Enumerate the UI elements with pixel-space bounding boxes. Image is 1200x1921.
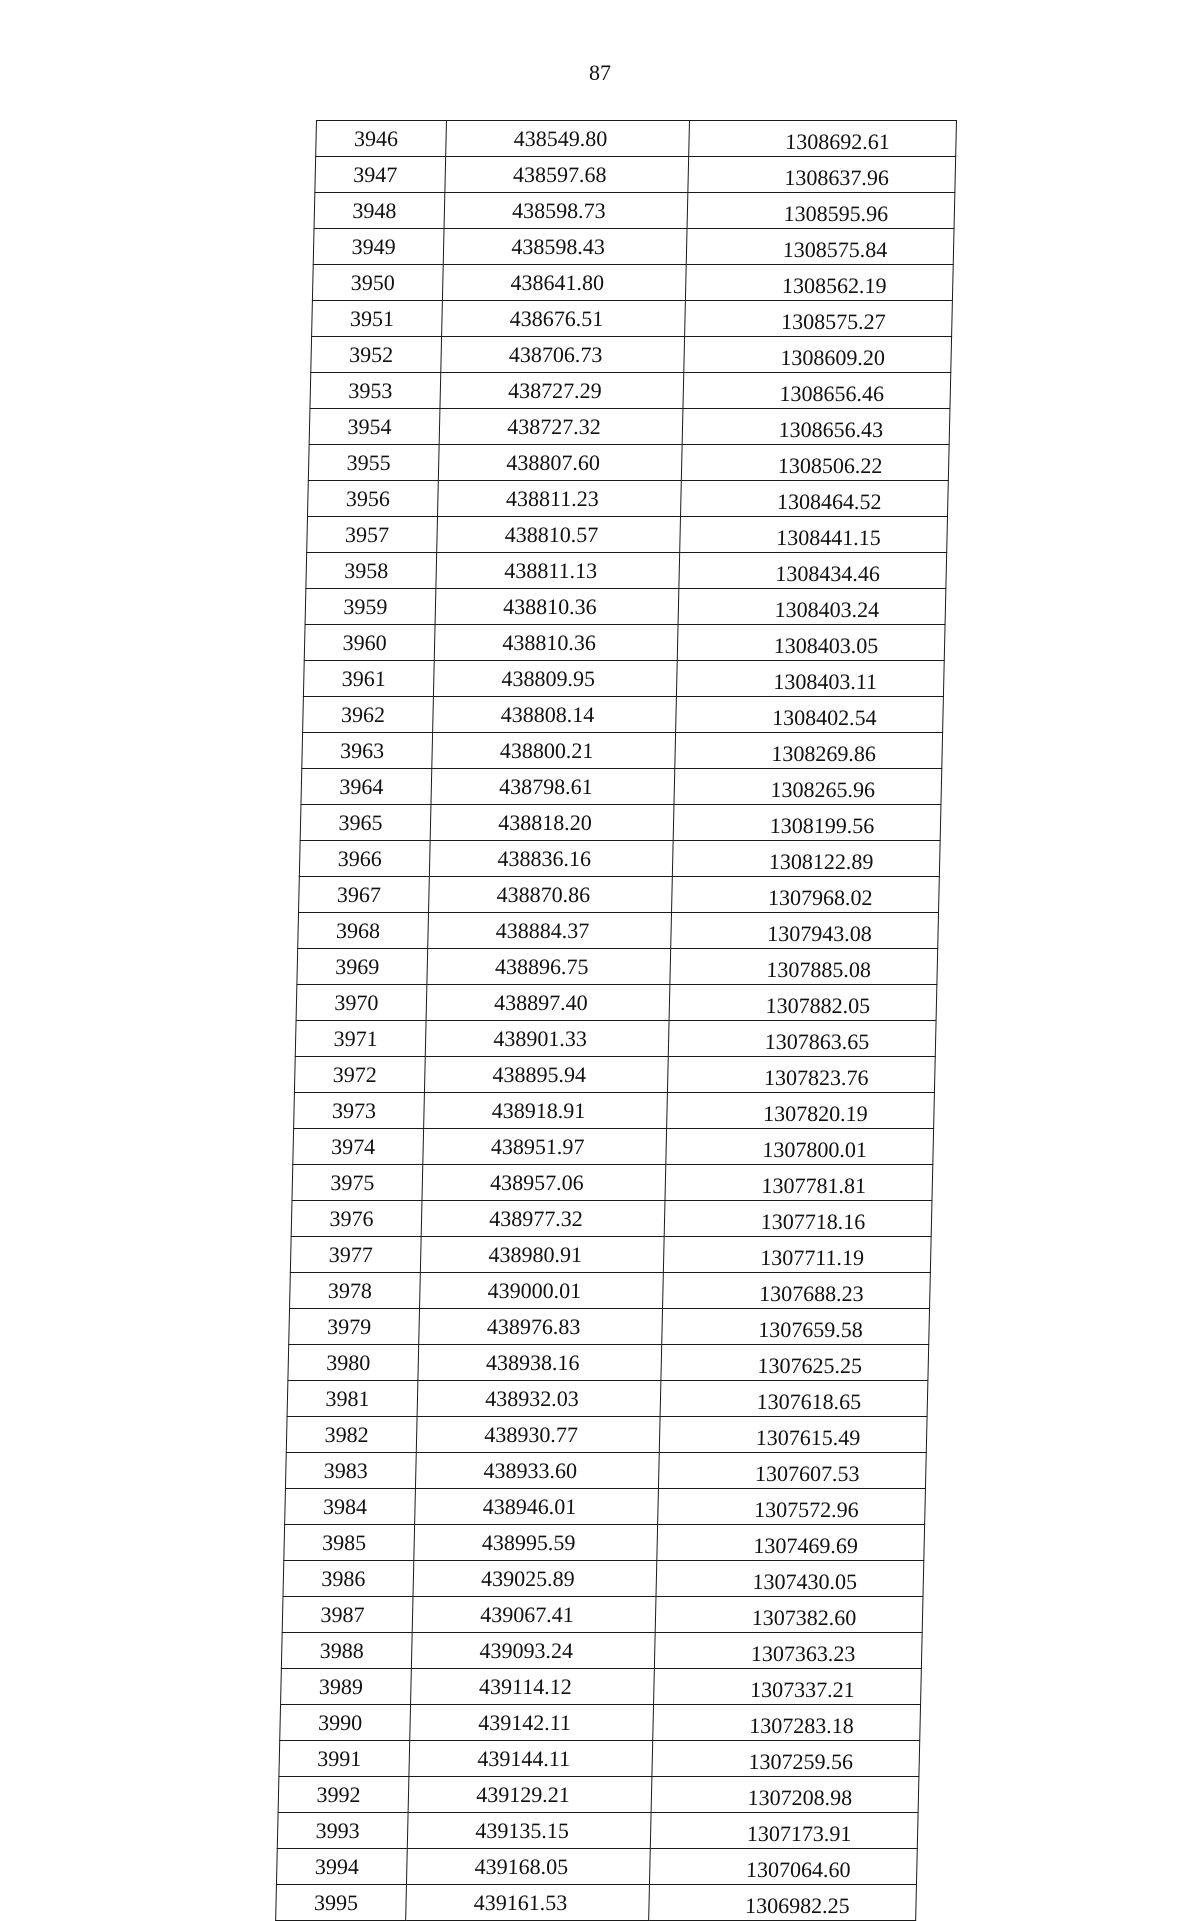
x-coordinate-cell: 438938.16 bbox=[418, 1345, 662, 1381]
table-row bbox=[300, 805, 941, 841]
x-coordinate-cell: 438951.97 bbox=[423, 1129, 667, 1165]
point-number-cell: 3953 bbox=[310, 373, 441, 409]
point-number-cell: 3994 bbox=[276, 1849, 407, 1885]
table-row bbox=[305, 589, 946, 625]
point-number-cell: 3962 bbox=[303, 697, 434, 733]
table-row bbox=[294, 1057, 935, 1093]
y-coordinate-cell: 1307718.16 bbox=[664, 1201, 932, 1237]
y-coordinate-cell: 1308656.43 bbox=[682, 409, 950, 445]
y-coordinate-cell: 1307173.91 bbox=[650, 1813, 918, 1849]
y-coordinate-cell: 1307572.96 bbox=[658, 1489, 926, 1525]
x-coordinate-cell: 438995.59 bbox=[414, 1525, 658, 1561]
y-coordinate-cell: 1308402.54 bbox=[676, 697, 944, 733]
point-number-cell: 3963 bbox=[302, 733, 433, 769]
table-row bbox=[285, 1453, 926, 1489]
table-row bbox=[309, 409, 950, 445]
table-row bbox=[292, 1165, 933, 1201]
y-coordinate-cell: 1307711.19 bbox=[663, 1237, 931, 1273]
point-number-cell: 3949 bbox=[313, 229, 444, 265]
y-coordinate-cell: 1308441.15 bbox=[680, 517, 948, 553]
x-coordinate-cell: 438809.95 bbox=[433, 661, 677, 697]
x-coordinate-cell: 438884.37 bbox=[428, 913, 672, 949]
table-row bbox=[281, 1633, 922, 1669]
table-row bbox=[277, 1813, 918, 1849]
point-number-cell: 3954 bbox=[309, 409, 440, 445]
table-row bbox=[303, 661, 944, 697]
table-row bbox=[290, 1273, 931, 1309]
x-coordinate-cell: 438810.36 bbox=[434, 625, 678, 661]
x-coordinate-cell: 438946.01 bbox=[415, 1489, 659, 1525]
y-coordinate-cell: 1307820.19 bbox=[667, 1093, 935, 1129]
y-coordinate-cell: 1308122.89 bbox=[672, 841, 940, 877]
point-number-cell: 3955 bbox=[308, 445, 439, 481]
y-coordinate-cell: 1307800.01 bbox=[666, 1129, 934, 1165]
point-number-cell: 3975 bbox=[292, 1165, 423, 1201]
y-coordinate-cell: 1308575.84 bbox=[686, 229, 954, 265]
x-coordinate-cell: 438895.94 bbox=[424, 1057, 668, 1093]
y-coordinate-cell: 1308609.20 bbox=[684, 337, 952, 373]
point-number-cell: 3974 bbox=[293, 1129, 424, 1165]
point-number-cell: 3993 bbox=[277, 1813, 408, 1849]
coordinate-table bbox=[275, 120, 957, 1921]
x-coordinate-cell: 438977.32 bbox=[421, 1201, 665, 1237]
point-number-cell: 3988 bbox=[281, 1633, 412, 1669]
point-number-cell: 3967 bbox=[299, 877, 430, 913]
point-number-cell: 3965 bbox=[300, 805, 431, 841]
table-row bbox=[310, 373, 951, 409]
point-number-cell: 3964 bbox=[301, 769, 432, 805]
table-row bbox=[294, 1093, 935, 1129]
x-coordinate-cell: 438549.80 bbox=[446, 121, 690, 157]
x-coordinate-cell: 438918.91 bbox=[424, 1093, 668, 1129]
table-row bbox=[291, 1201, 932, 1237]
x-coordinate-cell: 438836.16 bbox=[429, 841, 673, 877]
y-coordinate-cell: 1307618.65 bbox=[660, 1381, 928, 1417]
x-coordinate-cell: 438706.73 bbox=[441, 337, 685, 373]
x-coordinate-cell: 438932.03 bbox=[417, 1381, 661, 1417]
table-row bbox=[308, 445, 949, 481]
point-number-cell: 3959 bbox=[305, 589, 436, 625]
page-number: 87 bbox=[589, 60, 611, 85]
x-coordinate-cell: 438810.36 bbox=[435, 589, 679, 625]
x-coordinate-cell: 438598.43 bbox=[443, 229, 687, 265]
x-coordinate-cell: 438818.20 bbox=[430, 805, 674, 841]
table-row bbox=[293, 1129, 934, 1165]
x-coordinate-cell: 438980.91 bbox=[420, 1237, 664, 1273]
x-coordinate-cell: 438976.83 bbox=[419, 1309, 663, 1345]
point-number-cell: 3961 bbox=[303, 661, 434, 697]
table-row bbox=[307, 517, 948, 553]
y-coordinate-cell: 1308506.22 bbox=[681, 445, 949, 481]
table-row bbox=[312, 265, 953, 301]
table-row bbox=[299, 841, 940, 877]
point-number-cell: 3969 bbox=[297, 949, 428, 985]
y-coordinate-cell: 1307430.05 bbox=[656, 1561, 924, 1597]
x-coordinate-cell: 438811.13 bbox=[436, 553, 680, 589]
x-coordinate-cell: 439168.05 bbox=[406, 1849, 650, 1885]
y-coordinate-cell: 1307659.58 bbox=[662, 1309, 930, 1345]
point-number-cell: 3957 bbox=[307, 517, 438, 553]
table-row bbox=[311, 337, 952, 373]
y-coordinate-cell: 1307382.60 bbox=[655, 1597, 923, 1633]
x-coordinate-cell: 438800.21 bbox=[432, 733, 676, 769]
point-number-cell: 3982 bbox=[286, 1417, 417, 1453]
y-coordinate-cell: 1307625.25 bbox=[661, 1345, 929, 1381]
point-number-cell: 3986 bbox=[283, 1561, 414, 1597]
y-coordinate-cell: 1307968.02 bbox=[672, 877, 940, 913]
x-coordinate-cell: 439129.21 bbox=[408, 1777, 652, 1813]
y-coordinate-cell: 1307943.08 bbox=[671, 913, 939, 949]
point-number-cell: 3978 bbox=[290, 1273, 421, 1309]
table-row bbox=[299, 877, 940, 913]
x-coordinate-cell: 438798.61 bbox=[431, 769, 675, 805]
point-number-cell: 3989 bbox=[281, 1669, 412, 1705]
y-coordinate-cell: 1308575.27 bbox=[685, 301, 953, 337]
x-coordinate-cell: 438727.32 bbox=[439, 409, 683, 445]
point-number-cell: 3995 bbox=[276, 1885, 407, 1921]
point-number-cell: 3991 bbox=[279, 1741, 410, 1777]
point-number-cell: 3976 bbox=[291, 1201, 422, 1237]
y-coordinate-cell: 1308434.46 bbox=[679, 553, 947, 589]
y-coordinate-cell: 1307064.60 bbox=[649, 1849, 917, 1885]
y-coordinate-cell: 1307259.56 bbox=[652, 1741, 920, 1777]
y-coordinate-cell: 1307615.49 bbox=[659, 1417, 927, 1453]
point-number-cell: 3947 bbox=[315, 157, 446, 193]
point-number-cell: 3946 bbox=[316, 121, 447, 157]
table-row bbox=[278, 1777, 919, 1813]
table-row bbox=[285, 1489, 926, 1525]
table-row bbox=[306, 553, 947, 589]
x-coordinate-cell: 439025.89 bbox=[413, 1561, 657, 1597]
x-coordinate-cell: 439142.11 bbox=[410, 1705, 654, 1741]
y-coordinate-cell: 1307337.21 bbox=[654, 1669, 922, 1705]
x-coordinate-cell: 439114.12 bbox=[411, 1669, 655, 1705]
table-row bbox=[303, 697, 944, 733]
x-coordinate-cell: 438870.86 bbox=[429, 877, 673, 913]
table-row bbox=[276, 1849, 917, 1885]
y-coordinate-cell: 1308562.19 bbox=[685, 265, 953, 301]
table-row bbox=[295, 1021, 936, 1057]
table-row bbox=[298, 913, 939, 949]
y-coordinate-cell: 1308464.52 bbox=[681, 481, 949, 517]
point-number-cell: 3977 bbox=[290, 1237, 421, 1273]
x-coordinate-cell: 439135.15 bbox=[407, 1813, 651, 1849]
y-coordinate-cell: 1307885.08 bbox=[670, 949, 938, 985]
y-coordinate-cell: 1307469.69 bbox=[657, 1525, 925, 1561]
y-coordinate-cell: 1306982.25 bbox=[649, 1885, 917, 1921]
x-coordinate-cell: 438811.23 bbox=[438, 481, 682, 517]
point-number-cell: 3960 bbox=[304, 625, 435, 661]
table-row bbox=[281, 1669, 922, 1705]
y-coordinate-cell: 1307882.05 bbox=[669, 985, 937, 1021]
table-row bbox=[286, 1417, 927, 1453]
y-coordinate-cell: 1307363.23 bbox=[654, 1633, 922, 1669]
point-number-cell: 3971 bbox=[295, 1021, 426, 1057]
x-coordinate-cell: 438727.29 bbox=[440, 373, 684, 409]
y-coordinate-cell: 1308199.56 bbox=[673, 805, 941, 841]
x-coordinate-cell: 439144.11 bbox=[409, 1741, 653, 1777]
x-coordinate-cell: 439093.24 bbox=[411, 1633, 655, 1669]
point-number-cell: 3979 bbox=[289, 1309, 420, 1345]
y-coordinate-cell: 1307283.18 bbox=[653, 1705, 921, 1741]
y-coordinate-cell: 1308269.86 bbox=[675, 733, 943, 769]
table-row bbox=[279, 1741, 920, 1777]
y-coordinate-cell: 1307208.98 bbox=[651, 1777, 919, 1813]
x-coordinate-cell: 438808.14 bbox=[433, 697, 677, 733]
table-row bbox=[308, 481, 949, 517]
point-number-cell: 3980 bbox=[288, 1345, 419, 1381]
y-coordinate-cell: 1308595.96 bbox=[687, 193, 955, 229]
y-coordinate-cell: 1308656.46 bbox=[683, 373, 951, 409]
point-number-cell: 3990 bbox=[280, 1705, 411, 1741]
table-row bbox=[296, 985, 937, 1021]
table-row bbox=[283, 1561, 924, 1597]
point-number-cell: 3951 bbox=[312, 301, 443, 337]
x-coordinate-cell: 438901.33 bbox=[425, 1021, 669, 1057]
table-row bbox=[297, 949, 938, 985]
x-coordinate-cell: 438933.60 bbox=[415, 1453, 659, 1489]
point-number-cell: 3948 bbox=[314, 193, 445, 229]
table-row bbox=[316, 121, 957, 157]
table-row bbox=[282, 1597, 923, 1633]
x-coordinate-cell: 438807.60 bbox=[438, 445, 682, 481]
point-number-cell: 3973 bbox=[294, 1093, 425, 1129]
point-number-cell: 3968 bbox=[298, 913, 429, 949]
table-row bbox=[315, 157, 956, 193]
x-coordinate-cell: 438897.40 bbox=[426, 985, 670, 1021]
y-coordinate-cell: 1308403.11 bbox=[676, 661, 944, 697]
x-coordinate-cell: 438597.68 bbox=[445, 157, 689, 193]
point-number-cell: 3987 bbox=[282, 1597, 413, 1633]
x-coordinate-cell: 438810.57 bbox=[437, 517, 681, 553]
table-row bbox=[312, 301, 953, 337]
point-number-cell: 3966 bbox=[299, 841, 430, 877]
table-row bbox=[276, 1885, 917, 1921]
point-number-cell: 3972 bbox=[294, 1057, 425, 1093]
point-number-cell: 3952 bbox=[311, 337, 442, 373]
x-coordinate-cell: 438676.51 bbox=[442, 301, 686, 337]
table-row bbox=[314, 193, 955, 229]
y-coordinate-cell: 1308403.24 bbox=[678, 589, 946, 625]
y-coordinate-cell: 1307863.65 bbox=[668, 1021, 936, 1057]
table-row bbox=[302, 733, 943, 769]
table-row bbox=[301, 769, 942, 805]
x-coordinate-cell: 438957.06 bbox=[422, 1165, 666, 1201]
point-number-cell: 3984 bbox=[285, 1489, 416, 1525]
point-number-cell: 3992 bbox=[278, 1777, 409, 1813]
y-coordinate-cell: 1308692.61 bbox=[689, 121, 957, 157]
x-coordinate-cell: 438930.77 bbox=[416, 1417, 660, 1453]
y-coordinate-cell: 1307781.81 bbox=[665, 1165, 933, 1201]
y-coordinate-cell: 1307688.23 bbox=[663, 1273, 931, 1309]
table-row bbox=[284, 1525, 925, 1561]
table-row bbox=[313, 229, 954, 265]
y-coordinate-cell: 1308265.96 bbox=[674, 769, 942, 805]
y-coordinate-cell: 1307823.76 bbox=[667, 1057, 935, 1093]
point-number-cell: 3950 bbox=[312, 265, 443, 301]
point-number-cell: 3985 bbox=[284, 1525, 415, 1561]
point-number-cell: 3958 bbox=[306, 553, 437, 589]
coordinate-table-body bbox=[276, 121, 957, 1921]
table-row bbox=[287, 1381, 928, 1417]
x-coordinate-cell: 439067.41 bbox=[412, 1597, 656, 1633]
x-coordinate-cell: 438641.80 bbox=[442, 265, 686, 301]
table-row bbox=[289, 1309, 930, 1345]
x-coordinate-cell: 438598.73 bbox=[444, 193, 688, 229]
point-number-cell: 3956 bbox=[308, 481, 439, 517]
point-number-cell: 3970 bbox=[296, 985, 427, 1021]
x-coordinate-cell: 438896.75 bbox=[427, 949, 671, 985]
y-coordinate-cell: 1307607.53 bbox=[658, 1453, 926, 1489]
point-number-cell: 3983 bbox=[285, 1453, 416, 1489]
x-coordinate-cell: 439161.53 bbox=[406, 1885, 650, 1921]
y-coordinate-cell: 1308637.96 bbox=[688, 157, 956, 193]
table-row bbox=[288, 1345, 929, 1381]
x-coordinate-cell: 439000.01 bbox=[420, 1273, 664, 1309]
table-row bbox=[304, 625, 945, 661]
y-coordinate-cell: 1308403.05 bbox=[677, 625, 945, 661]
table-row bbox=[290, 1237, 931, 1273]
table-row bbox=[280, 1705, 921, 1741]
point-number-cell: 3981 bbox=[287, 1381, 418, 1417]
